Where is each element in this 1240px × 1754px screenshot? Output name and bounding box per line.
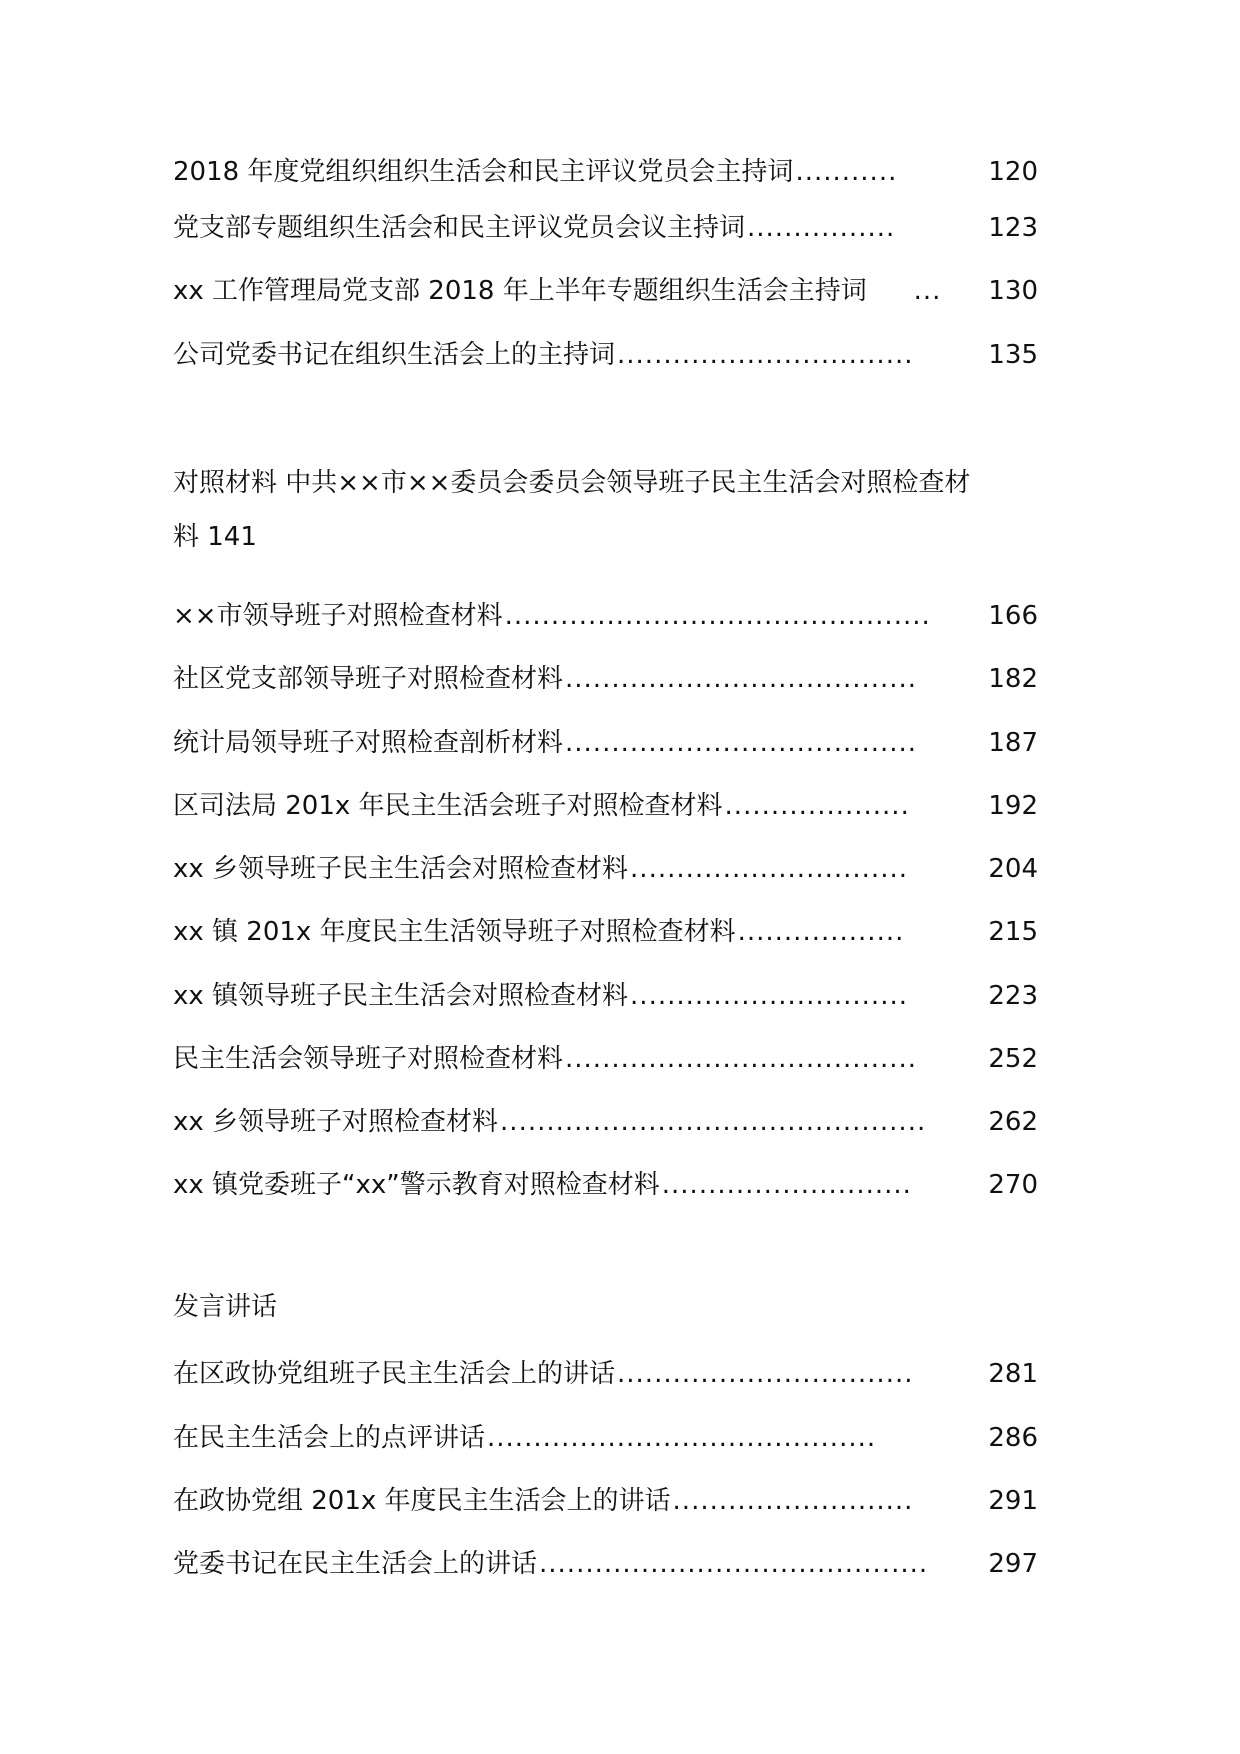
toc-entry[interactable] [173,271,1038,311]
toc-entry-title: 区司法局 201x 年民主生活会班子对照检查材料 [173,791,723,821]
toc-dot-leader: ................................ [617,340,914,370]
toc-dot-leader: .......................................... [539,1549,929,1579]
toc-entry[interactable] [173,208,1038,248]
toc-entry-title: 统计局领导班子对照检查剖析材料 [173,728,564,758]
toc-dot-leader: ........... [795,157,898,187]
toc-entry-title: 社区党支部领导班子对照检查材料 [173,664,564,694]
toc-dot-leader: .................. [737,917,905,947]
toc-entry[interactable] [173,723,1038,763]
toc-page-number: 215 [988,917,1038,947]
toc-entry[interactable] [173,1039,1038,1079]
toc-page-number: 123 [988,213,1038,243]
toc-page-number: 252 [988,1044,1038,1074]
toc-entry-title: xx 镇领导班子民主生活会对照检查材料 [173,981,629,1011]
toc-entry-title: 在区政协党组班子民主生活会上的讲话 [173,1359,616,1389]
toc-entry-title: xx 工作管理局党支部 2018 年上半年专题组织生活会主持词 [173,276,867,306]
toc-entry[interactable] [173,1354,1038,1394]
toc-page-number: 281 [988,1359,1038,1389]
toc-entry-title: 民主生活会领导班子对照检查材料 [173,1044,564,1074]
toc-entry-title: xx 乡领导班子民主生活会对照检查材料 [173,854,629,884]
toc-entry[interactable] [173,976,1038,1016]
section-heading: 发言讲话 [173,1292,278,1322]
toc-entry-title: xx 镇党委班子“xx”警示教育对照检查材料 [173,1170,660,1200]
toc-dot-leader: .............................. [630,981,908,1011]
section-heading-line: 对照材料 中共××市××委员会委员会领导班子民主生活会对照检查材 [173,468,971,498]
section-heading [173,456,1073,564]
toc-entry-title: 在民主生活会上的点评讲话 [173,1423,486,1453]
toc-page-number: 192 [988,791,1038,821]
toc-entry-title: 党支部专题组织生活会和民主评议党员会议主持词 [173,213,746,243]
toc-entry[interactable] [173,152,1038,192]
toc-dot-leader: ...................................... [565,728,918,758]
toc-entry[interactable] [173,786,1038,826]
section-heading-line: 料 141 [173,522,257,552]
toc-entry-title: xx 乡领导班子对照检查材料 [173,1107,499,1137]
toc-entry[interactable] [173,1165,1038,1205]
toc-page-number: 204 [988,854,1038,884]
toc-entry[interactable] [173,335,1038,375]
toc-dot-leader: ................................ [617,1359,914,1389]
toc-dot-leader: ................ [747,213,896,243]
toc-entry-title: xx 镇 201x 年度民主生活领导班子对照检查材料 [173,917,736,947]
toc-entry-title: 党委书记在民主生活会上的讲话 [173,1549,538,1579]
toc-dot-leader: ...................................... [565,664,918,694]
toc-dot-leader: ... [913,276,942,306]
toc-dot-leader: ........................... [661,1170,912,1200]
toc-entry[interactable] [173,912,1038,952]
toc-dot-leader: .............................................. [500,1107,927,1137]
toc-entry-title: 在政协党组 201x 年度民主生活会上的讲话 [173,1486,671,1516]
toc-page-number: 297 [988,1549,1038,1579]
toc-page-number: 120 [988,157,1038,187]
toc-page-number: 130 [988,276,1038,306]
toc-dot-leader: .............................. [630,854,908,884]
toc-entry[interactable] [173,1481,1038,1521]
toc-entry[interactable] [173,659,1038,699]
toc-entry[interactable] [173,596,1038,636]
toc-page-number: 262 [988,1107,1038,1137]
toc-dot-leader: .......................... [672,1486,914,1516]
toc-entry[interactable] [173,1102,1038,1142]
toc-page-number: 187 [988,728,1038,758]
toc-entry[interactable] [173,1418,1038,1458]
toc-entry[interactable] [173,1544,1038,1584]
toc-entry-title: 2018 年度党组织组织生活会和民主评议党员会主持词 [173,157,794,187]
toc-page-number: 135 [988,340,1038,370]
toc-page-number: 166 [988,601,1038,631]
toc-page-number: 223 [988,981,1038,1011]
toc-dot-leader: .......................................... [487,1423,877,1453]
toc-dot-leader: .................... [724,791,910,821]
toc-entry-title: ××市领导班子对照检查材料 [173,601,503,631]
toc-page-number: 182 [988,664,1038,694]
toc-page-number: 270 [988,1170,1038,1200]
toc-page-number: 286 [988,1423,1038,1453]
toc-page-number: 291 [988,1486,1038,1516]
toc-dot-leader: .............................................. [504,601,931,631]
toc-entry-title: 公司党委书记在组织生活会上的主持词 [173,340,616,370]
toc-dot-leader: ...................................... [565,1044,918,1074]
toc-entry[interactable] [173,849,1038,889]
